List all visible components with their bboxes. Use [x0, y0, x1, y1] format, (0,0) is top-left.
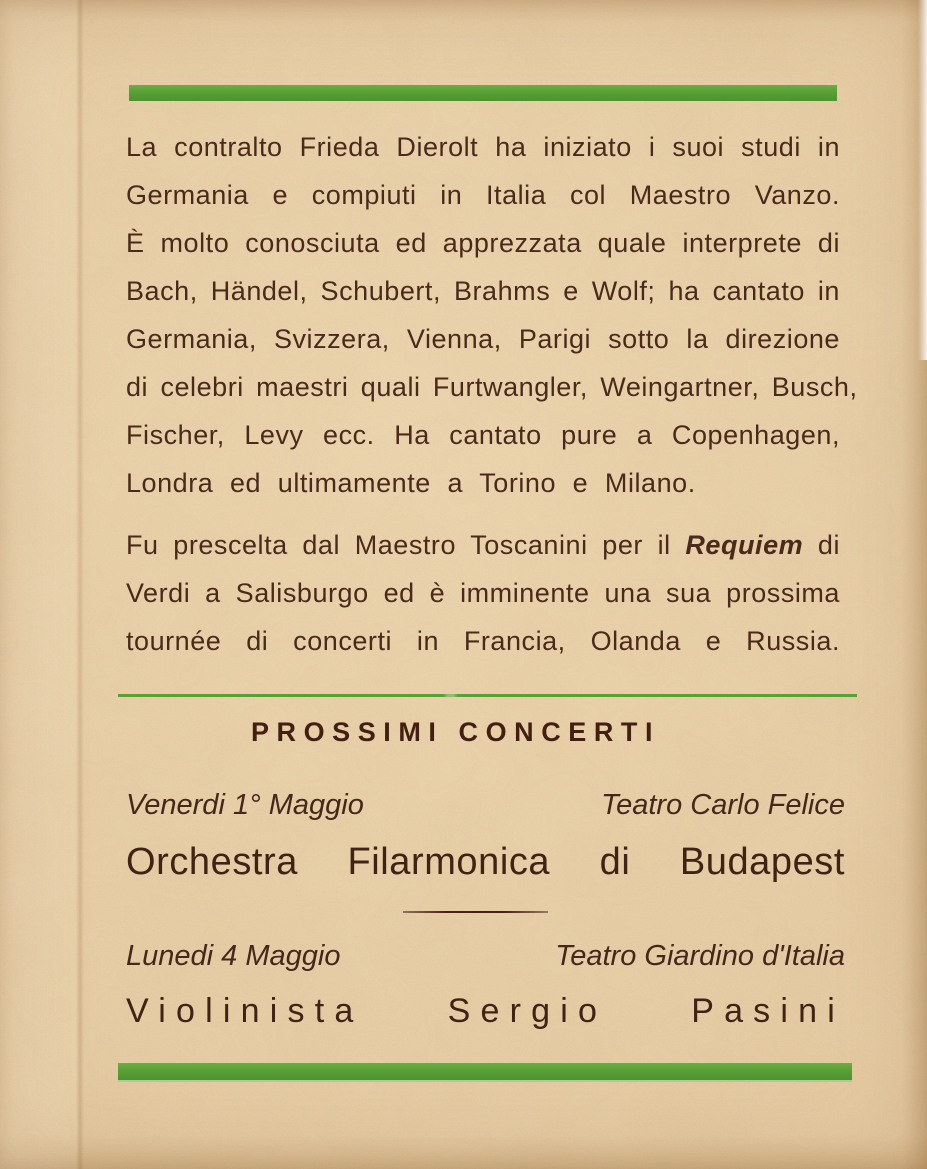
- toscanini-paragraph: [126, 521, 840, 665]
- bio-line: Germania e compiuti in Italia col Maestro Vanzo.: [126, 180, 840, 210]
- toscanini-line: tournée di concerti in Francia, Olanda e Russia.: [126, 626, 840, 656]
- concert-1-performer: Orchestra Filarmonica di Budapest: [126, 841, 845, 883]
- bio-line: Bach, Händel, Schubert, Brahms e Wolf; ha cantato in: [126, 276, 840, 306]
- bio-line: Germania, Svizzera, Vienna, Parigi sotto la direzione: [126, 324, 840, 354]
- requiem-title: Requiem: [685, 530, 804, 560]
- concert-1-date: Venerdi 1° Maggio: [126, 789, 364, 821]
- concert-2-date: Lunedi 4 Maggio: [126, 940, 341, 972]
- top-green-bar: [129, 85, 837, 101]
- toscanini-line: Verdi a Salisburgo ed è imminente una sua prossima: [126, 578, 840, 608]
- bio-line: Londra ed ultimamente a Torino e Milano.: [126, 468, 696, 498]
- upcoming-concerts-heading: PROSSIMI CONCERTI: [250, 717, 661, 747]
- thin-green-divider: [118, 694, 857, 697]
- concert-1-dateline: [126, 789, 845, 821]
- concert-2-dateline: [126, 940, 845, 972]
- bottom-green-bar: [118, 1063, 852, 1082]
- concert-2-performer: Violinista Sergio Pasini: [126, 992, 845, 1030]
- toscanini-line: [126, 521, 840, 569]
- concert-1-venue: Teatro Carlo Felice: [601, 789, 845, 821]
- short-divider: [403, 911, 548, 913]
- bio-line: È molto conosciuta ed apprezzata quale interprete di: [126, 228, 840, 258]
- bio-line: di celebri maestri quali Furtwangler, Weingartner, Busch,: [126, 372, 858, 402]
- concert-2-venue: Teatro Giardino d'Italia: [555, 940, 845, 972]
- toscanini-text: Fu prescelta dal Maestro Toscanini per il: [126, 530, 671, 560]
- bio-line: La contralto Frieda Dierolt ha iniziato i suoi studi in: [126, 132, 840, 162]
- biography-paragraph: [126, 123, 858, 507]
- bio-line: Fischer, Levy ecc. Ha cantato pure a Copenhagen,: [126, 420, 840, 450]
- toscanini-text: di: [817, 530, 840, 560]
